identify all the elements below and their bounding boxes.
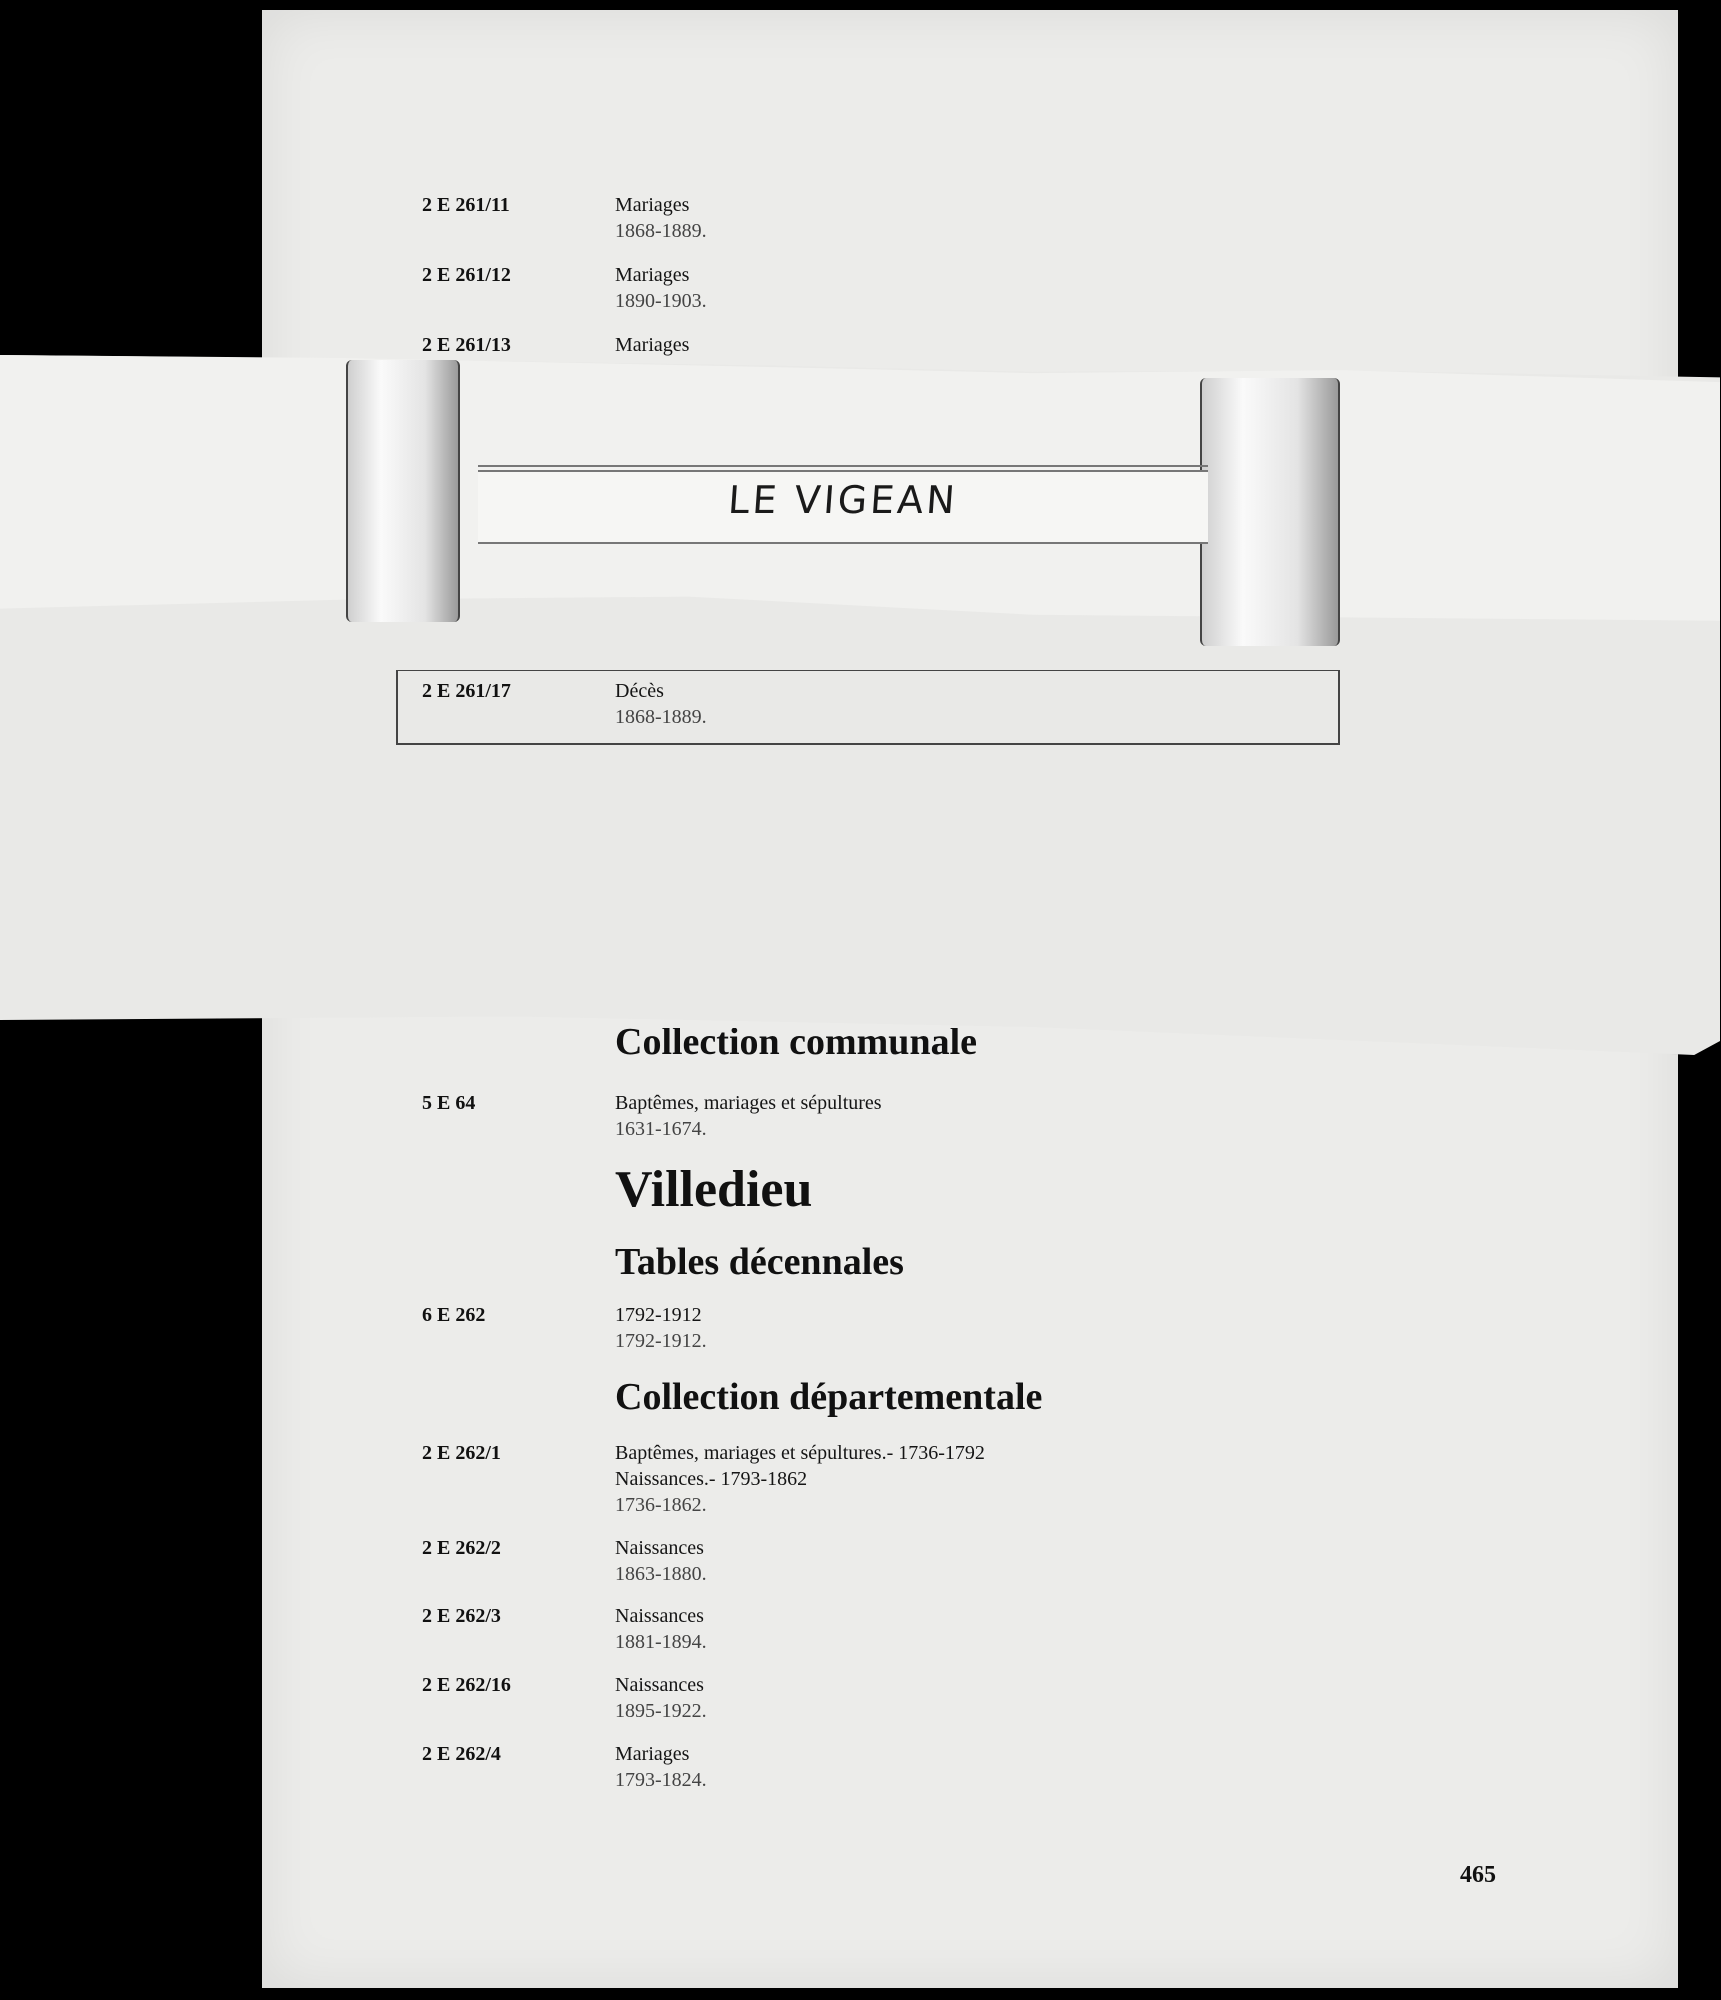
- entry-dates: 1895-1922.: [615, 1700, 707, 1722]
- page-number: 465: [1460, 1862, 1496, 1888]
- entry-code: 2 E 262/2: [422, 1537, 501, 1559]
- entry-dates: 1631-1674.: [615, 1118, 707, 1140]
- entry-title: Naissances: [615, 1605, 704, 1627]
- entry-code: 5 E 64: [422, 1092, 476, 1114]
- entry-code: 2 E 262/3: [422, 1605, 501, 1627]
- right-binder-clip: [1200, 378, 1340, 646]
- entry-dates: 1881-1894.: [615, 1631, 707, 1653]
- section-heading: Tables décennales: [615, 1241, 904, 1283]
- entry-title: Baptêmes, mariages et sépultures: [615, 1092, 882, 1114]
- entry-title: Mariages: [615, 264, 690, 286]
- entry-code: 2 E 261/12: [422, 264, 511, 286]
- entry-title: Mariages: [615, 194, 690, 216]
- folder-label: [478, 470, 1208, 544]
- entry-dates: 1868-1889.: [615, 220, 707, 242]
- section-heading: Collection départementale: [615, 1376, 1043, 1418]
- left-binder-clip: [346, 360, 460, 622]
- entry-code: 6 E 262: [422, 1304, 486, 1326]
- entry-code: 2 E 261/13: [422, 334, 511, 356]
- divider: [478, 465, 1208, 467]
- entry-title: Décès: [615, 680, 664, 702]
- section-heading: [615, 1028, 977, 1072]
- entry-code: 2 E 261/17: [422, 680, 511, 702]
- entry-code: 2 E 261/11: [422, 194, 510, 216]
- handwritten-label: LE VIGEAN: [726, 478, 960, 522]
- entry-title: Mariages: [615, 334, 690, 356]
- entry-title: 1792-1912: [615, 1304, 702, 1326]
- entry-code: 2 E 262/1: [422, 1442, 501, 1464]
- entry-code: 2 E 262/4: [422, 1743, 501, 1765]
- entry-dates: 1863-1880.: [615, 1563, 707, 1585]
- entry-title: Baptêmes, mariages et sépultures.- 1736-1792: [615, 1442, 985, 1464]
- section-heading-text: Collection communale: [615, 1028, 978, 1063]
- entry-code: 2 E 262/16: [422, 1674, 511, 1696]
- entry-dates: 1792-1912.: [615, 1330, 707, 1352]
- entry-dates: 1793-1824.: [615, 1769, 707, 1791]
- entry-title: Naissances: [615, 1537, 704, 1559]
- commune-title: Villedieu: [615, 1161, 813, 1218]
- entry-dates: 1890-1903.: [615, 290, 707, 312]
- divider: [478, 542, 1208, 544]
- entry-dates: 1736-1862.: [615, 1494, 707, 1516]
- entry-dates: 1868-1889.: [615, 706, 707, 728]
- entry-title: Naissances: [615, 1674, 704, 1696]
- entry-title: Mariages: [615, 1743, 690, 1765]
- entry-title: Naissances.- 1793-1862: [615, 1468, 808, 1490]
